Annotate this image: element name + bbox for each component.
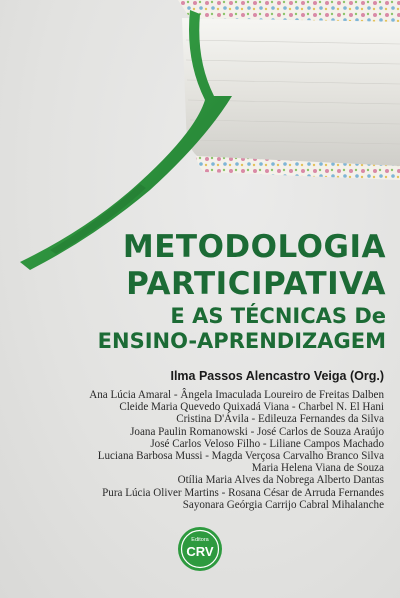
title-line-4: ENSINO-APRENDIZAGEM (97, 329, 386, 353)
author-line: Joana Paulin Romanowski - José Carlos de Souza Araújo (130, 425, 384, 438)
author-line: Maria Helena Viana de Souza (251, 462, 384, 475)
title-line-3: E AS TÉCNICAS De (170, 304, 386, 328)
publisher-small-label: Editora (191, 537, 209, 543)
author-line: José Carlos Veloso Filho - Liliane Campos Machado (150, 437, 384, 450)
author-line: Luciana Barbosa Mussi - Magda Verçosa Carvalho Branco Silva (97, 450, 384, 463)
author-line: Cleide Maria Quevedo Quixadá Viana - Charbel N. El Hani (119, 401, 384, 414)
author-line: Sayonara Geórgia Carrijo Cabral Mihalanche (182, 498, 384, 511)
title-line-2: PARTICIPATIVA (126, 266, 386, 302)
organizer-name: Ilma Passos Alencastro Veiga (Org.) (170, 369, 384, 383)
book-title (97, 229, 386, 353)
author-line: Ana Lúcia Amaral - Ângela Imaculada Loureiro de Freitas Dalben (89, 389, 384, 401)
author-line: Pura Lúcia Oliver Martins - Rosana César de Arruda Fernandes (102, 486, 384, 499)
publisher-name: CRV (186, 544, 214, 559)
author-line: Cristina D'Ávila - Edileuza Fernandes da Silva (176, 413, 384, 426)
author-line: Otília Maria Alves da Nobrega Alberto Dantas (177, 474, 384, 487)
author-list (14, 389, 384, 511)
publisher-logo (177, 526, 223, 572)
title-line-1: METODOLOGIA (122, 229, 386, 265)
